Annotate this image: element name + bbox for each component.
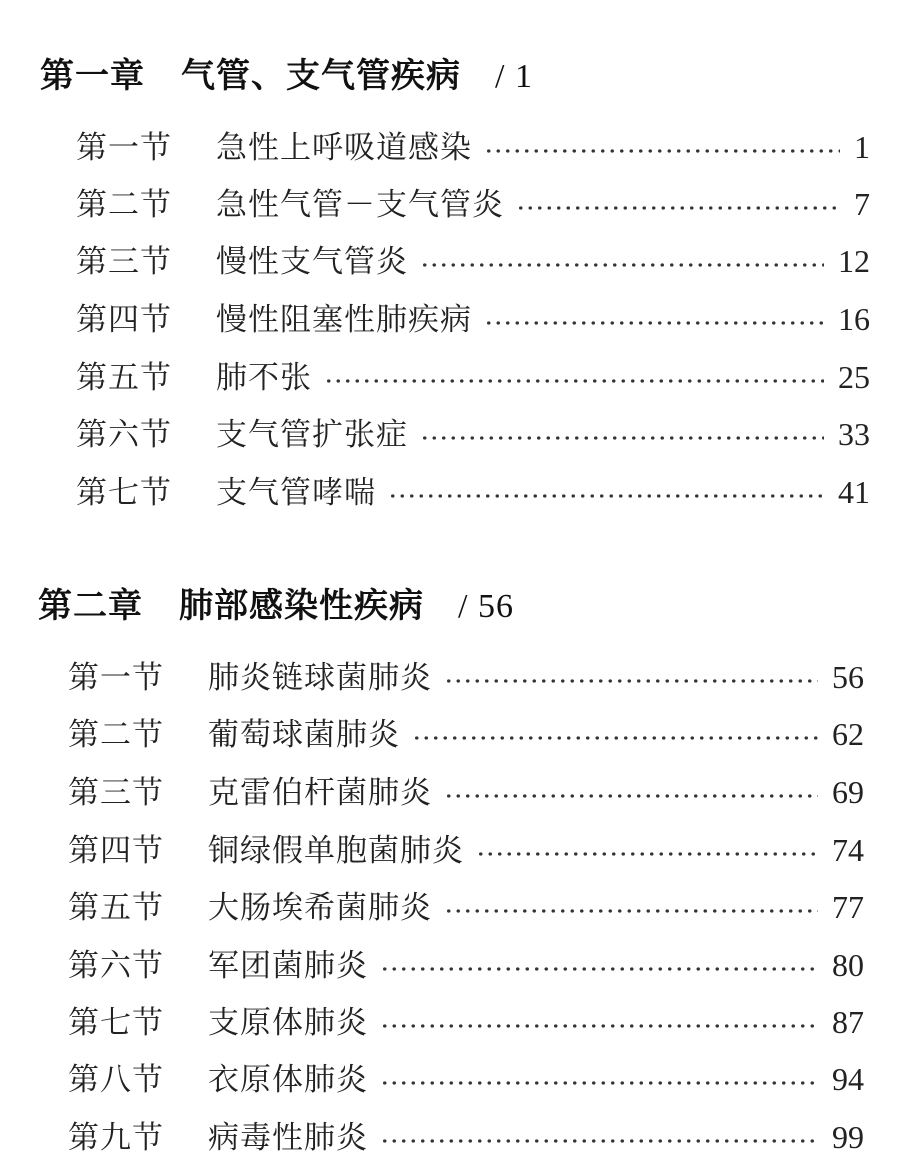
section-number: 第七节: [68, 1005, 164, 1041]
section-page: 62: [832, 716, 864, 752]
section-page: 12: [838, 243, 870, 279]
section-number: 第三节: [68, 775, 164, 811]
dot-leader: [420, 262, 824, 268]
section-page: 25: [838, 359, 870, 395]
toc-entry[interactable]: [76, 352, 870, 397]
toc-entry[interactable]: [68, 652, 864, 697]
chapter-title: 气管、支气管疾病: [181, 56, 461, 96]
section-number: 第一节: [76, 130, 172, 166]
section-number: 第八节: [68, 1062, 164, 1098]
section-page: 1: [854, 129, 870, 165]
section-title: 慢性支气管炎: [216, 244, 408, 280]
toc-entry[interactable]: [68, 997, 864, 1042]
section-page: 69: [832, 774, 864, 810]
toc-entry[interactable]: [76, 122, 870, 167]
section-number: 第二节: [76, 187, 172, 223]
chapter-heading: [40, 48, 533, 97]
toc-entry[interactable]: [68, 825, 864, 870]
section-title: 葡萄球菌肺炎: [208, 717, 400, 753]
dot-leader: [444, 908, 818, 914]
section-title: 军团菌肺炎: [208, 948, 368, 984]
section-title: 病毒性肺炎: [208, 1120, 368, 1156]
section-page: 94: [832, 1061, 864, 1097]
toc-entry[interactable]: [68, 1112, 864, 1157]
toc-entry[interactable]: [76, 467, 870, 512]
section-page: 56: [832, 659, 864, 695]
dot-leader: [380, 1138, 818, 1144]
section-number: 第九节: [68, 1120, 164, 1156]
dot-leader: [388, 493, 824, 499]
toc-entry[interactable]: [68, 940, 864, 985]
section-title: 急性上呼吸道感染: [216, 130, 472, 166]
dot-leader: [324, 378, 824, 384]
toc-entry[interactable]: [68, 882, 864, 927]
toc-entry[interactable]: [68, 709, 864, 754]
section-title: 急性气管－支气管炎: [216, 187, 504, 223]
toc-entry[interactable]: [68, 767, 864, 812]
dot-leader: [380, 1023, 818, 1029]
section-number: 第六节: [68, 948, 164, 984]
section-number: 第五节: [68, 890, 164, 926]
section-number: 第七节: [76, 475, 172, 511]
section-title: 支气管哮喘: [216, 475, 376, 511]
dot-leader: [420, 435, 824, 441]
section-page: 7: [854, 186, 870, 222]
toc-entry[interactable]: [76, 236, 870, 281]
dot-leader: [444, 793, 818, 799]
chapter-page: / 1: [495, 58, 533, 95]
section-title: 大肠埃希菌肺炎: [208, 890, 432, 926]
section-page: 87: [832, 1004, 864, 1040]
section-title: 肺炎链球菌肺炎: [208, 660, 432, 696]
dot-leader: [484, 320, 824, 326]
dot-leader: [380, 1080, 818, 1086]
section-number: 第二节: [68, 717, 164, 753]
dot-leader: [444, 678, 818, 684]
toc-entry[interactable]: [76, 409, 870, 454]
chapter-number: 第一章: [40, 56, 145, 96]
section-page: 80: [832, 947, 864, 983]
section-number: 第四节: [68, 833, 164, 869]
section-number: 第四节: [76, 302, 172, 338]
section-page: 33: [838, 416, 870, 452]
chapter-heading: [38, 578, 514, 627]
toc-entry[interactable]: [76, 179, 870, 224]
section-number: 第一节: [68, 660, 164, 696]
section-page: 16: [838, 301, 870, 337]
chapter-page: / 56: [458, 588, 514, 625]
section-page: 99: [832, 1119, 864, 1155]
section-number: 第三节: [76, 244, 172, 280]
section-title: 支原体肺炎: [208, 1005, 368, 1041]
section-title: 肺不张: [216, 360, 312, 396]
section-title: 铜绿假单胞菌肺炎: [208, 833, 464, 869]
dot-leader: [484, 148, 840, 154]
dot-leader: [476, 851, 818, 857]
section-title: 衣原体肺炎: [208, 1062, 368, 1098]
dot-leader: [516, 205, 840, 211]
toc-entry[interactable]: [68, 1054, 864, 1099]
section-title: 支气管扩张症: [216, 417, 408, 453]
section-title: 克雷伯杆菌肺炎: [208, 775, 432, 811]
chapter-title: 肺部感染性疾病: [179, 586, 424, 626]
dot-leader: [380, 966, 818, 972]
dot-leader: [412, 735, 818, 741]
section-number: 第五节: [76, 360, 172, 396]
section-page: 74: [832, 832, 864, 868]
chapter-number: 第二章: [38, 586, 143, 626]
section-number: 第六节: [76, 417, 172, 453]
section-page: 77: [832, 889, 864, 925]
section-title: 慢性阻塞性肺疾病: [216, 302, 472, 338]
section-page: 41: [838, 474, 870, 510]
toc-entry[interactable]: [76, 294, 870, 339]
